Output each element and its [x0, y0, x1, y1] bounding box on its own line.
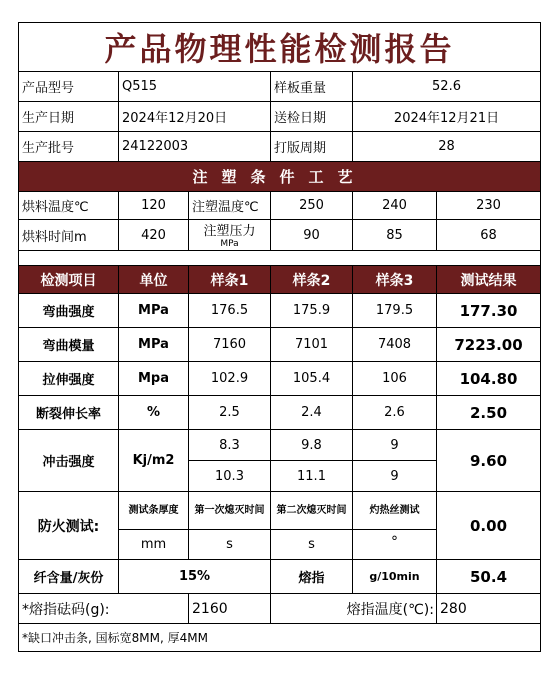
melt-temp-label: 熔指温度(℃):	[271, 594, 437, 624]
process-header: 注塑条件工艺	[19, 162, 541, 192]
impact-name: 冲击强度	[19, 430, 119, 492]
test-name: 断裂伸长率	[19, 396, 119, 430]
test-unit: Mpa	[119, 362, 189, 396]
spacer-row	[19, 251, 541, 266]
fire-result: 0.00	[437, 492, 541, 560]
inj-press-value-2: 85	[353, 220, 437, 251]
header-item: 检测项目	[19, 266, 119, 294]
impact-sample-3: 9	[353, 430, 437, 461]
impact-sample-1: 8.3	[189, 430, 271, 461]
test-result: 104.80	[437, 362, 541, 396]
header-result: 测试结果	[437, 266, 541, 294]
send-date-label: 送检日期	[271, 102, 353, 132]
melt-label: 熔指	[271, 560, 353, 594]
test-sample-3: 2.6	[353, 396, 437, 430]
melt-unit: g/10min	[353, 560, 437, 594]
test-sample-2: 175.9	[271, 294, 353, 328]
impact-sample-2: 9.8	[271, 430, 353, 461]
dry-temp-value: 120	[119, 192, 189, 220]
weight-g-value: 2160	[189, 594, 271, 624]
test-sample-2: 2.4	[271, 396, 353, 430]
inj-temp-value-1: 250	[271, 192, 353, 220]
fire-head-second: 第二次熄灭时间	[271, 492, 353, 530]
fiber-label: 纤含量/灰份	[19, 560, 119, 594]
test-name: 弯曲模量	[19, 328, 119, 362]
fire-head-glow: 灼热丝测试	[353, 492, 437, 530]
inj-temp-value-2: 240	[353, 192, 437, 220]
cycle-value: 28	[353, 132, 541, 162]
prod-date-value: 2024年12月20日	[119, 102, 271, 132]
test-sample-3: 7408	[353, 328, 437, 362]
dry-temp-label: 烘料温度℃	[19, 192, 119, 220]
test-sample-3: 106	[353, 362, 437, 396]
report-title: 产品物理性能检测报告	[19, 23, 541, 72]
impact-sample-2: 11.1	[271, 461, 353, 492]
fire-unit-s2: s	[271, 530, 353, 560]
inj-temp-value-3: 230	[437, 192, 541, 220]
test-name: 拉伸强度	[19, 362, 119, 396]
fire-unit-mm: mm	[119, 530, 189, 560]
fire-head-thickness: 测试条厚度	[119, 492, 189, 530]
batch-value: 24122003	[119, 132, 271, 162]
fire-unit-s1: s	[189, 530, 271, 560]
batch-label: 生产批号	[19, 132, 119, 162]
fire-unit-degree: °	[353, 530, 437, 560]
report-table	[18, 22, 541, 652]
report-sheet	[18, 22, 540, 668]
weight-g-label: *熔指砝码(g):	[19, 594, 189, 624]
fire-name: 防火测试:	[19, 492, 119, 560]
impact-result: 9.60	[437, 430, 541, 492]
test-result: 2.50	[437, 396, 541, 430]
weight-label: 样板重量	[271, 72, 353, 102]
header-unit: 单位	[119, 266, 189, 294]
test-sample-1: 176.5	[189, 294, 271, 328]
melt-temp-value: 280	[437, 594, 541, 624]
fire-head-first: 第一次熄灭时间	[189, 492, 271, 530]
inj-press-value-1: 90	[271, 220, 353, 251]
test-sample-3: 179.5	[353, 294, 437, 328]
inj-press-cell	[189, 220, 271, 251]
inj-press-value-3: 68	[437, 220, 541, 251]
cycle-label: 打版周期	[271, 132, 353, 162]
inj-press-label: 注塑压力	[203, 224, 256, 239]
test-sample-1: 102.9	[189, 362, 271, 396]
weight-value: 52.6	[353, 72, 541, 102]
impact-unit: Kj/m2	[119, 430, 189, 492]
impact-sample-3: 9	[353, 461, 437, 492]
header-sample-3: 样条3	[353, 266, 437, 294]
inj-press-unit: MPa	[220, 239, 239, 249]
test-unit: MPa	[119, 328, 189, 362]
dry-time-value: 420	[119, 220, 189, 251]
test-unit: %	[119, 396, 189, 430]
test-result: 7223.00	[437, 328, 541, 362]
test-result: 177.30	[437, 294, 541, 328]
impact-sample-1: 10.3	[189, 461, 271, 492]
inj-temp-label: 注塑温度℃	[189, 192, 271, 220]
model-label: 产品型号	[19, 72, 119, 102]
dry-time-label: 烘料时间m	[19, 220, 119, 251]
test-sample-2: 105.4	[271, 362, 353, 396]
header-sample-1: 样条1	[189, 266, 271, 294]
test-sample-1: 2.5	[189, 396, 271, 430]
send-date-value: 2024年12月21日	[353, 102, 541, 132]
test-unit: MPa	[119, 294, 189, 328]
test-name: 弯曲强度	[19, 294, 119, 328]
test-sample-2: 7101	[271, 328, 353, 362]
melt-value: 50.4	[437, 560, 541, 594]
test-sample-1: 7160	[189, 328, 271, 362]
header-sample-2: 样条2	[271, 266, 353, 294]
footnote: *缺口冲击条, 国标宽8MM, 厚4MM	[19, 624, 541, 652]
prod-date-label: 生产日期	[19, 102, 119, 132]
fiber-value: 15%	[119, 560, 271, 594]
model-value: Q515	[119, 72, 271, 102]
